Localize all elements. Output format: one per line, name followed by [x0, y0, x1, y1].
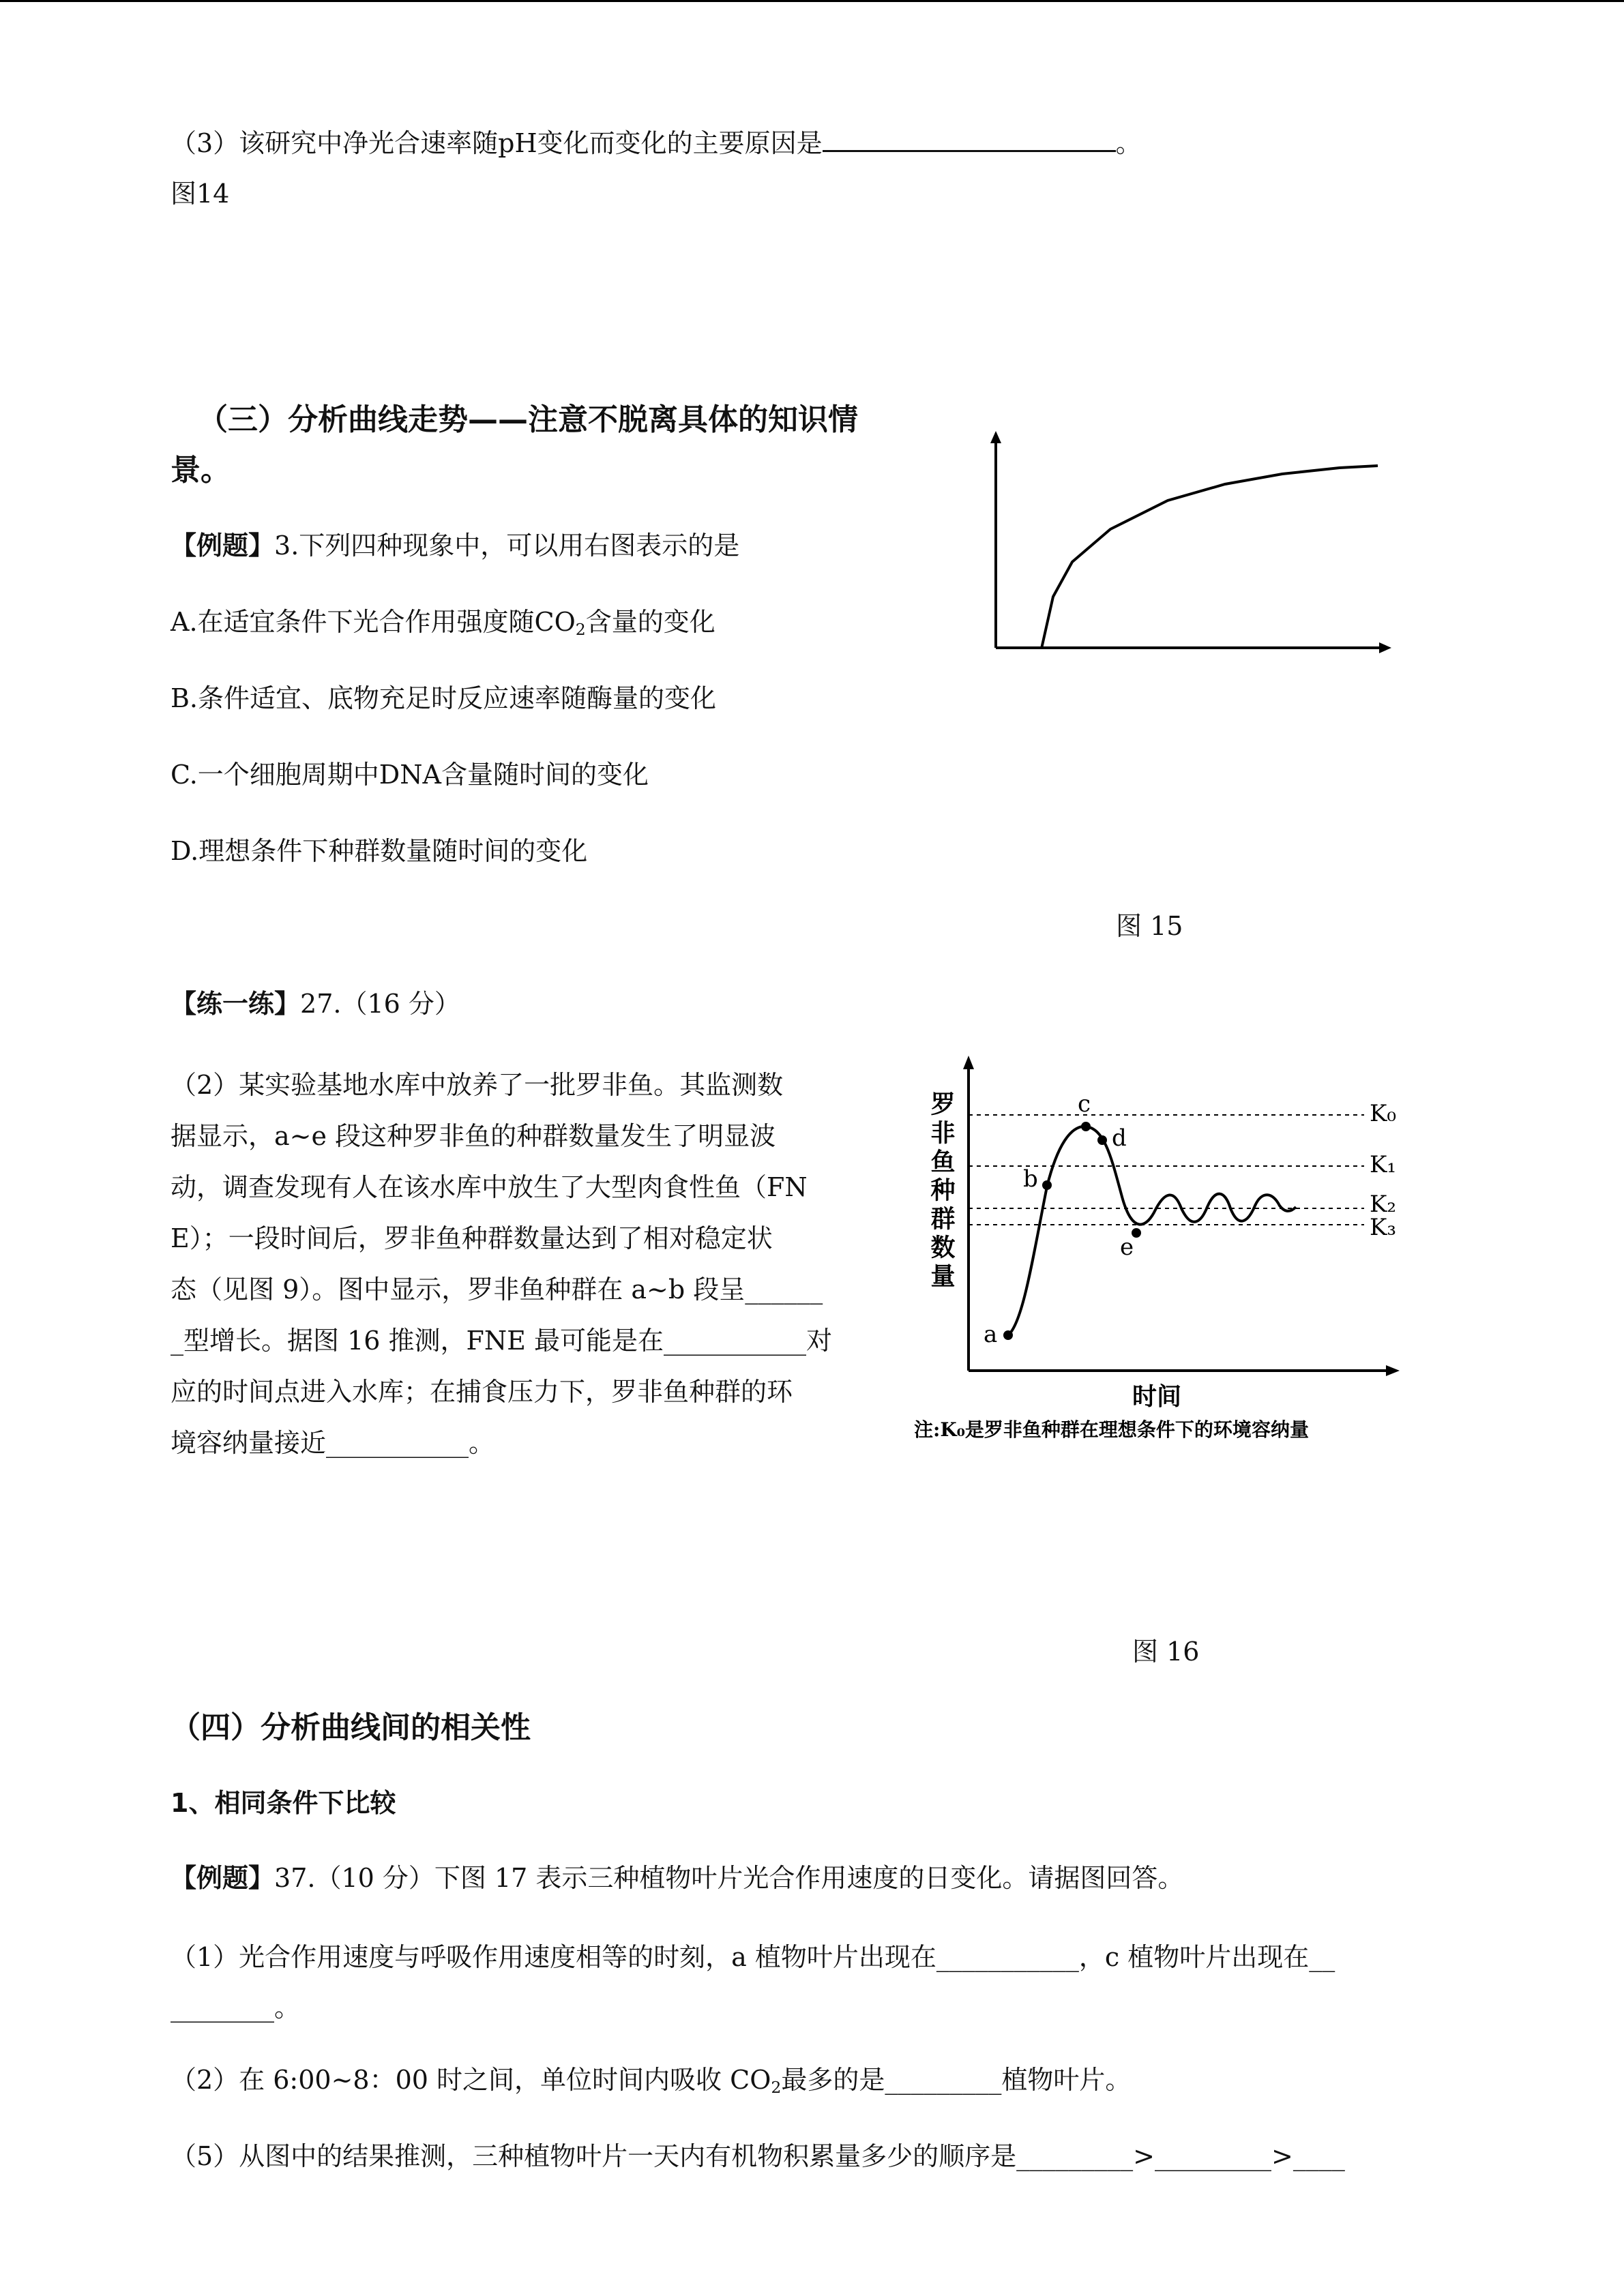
option-a: A.在适宜条件下光合作用强度随$CO_2$含量的变化	[171, 607, 715, 639]
point-c	[1081, 1122, 1091, 1131]
practice-title: 【练一练】27.（16 分）	[171, 989, 460, 1019]
point-e-label: e	[1120, 1234, 1134, 1261]
point-d	[1097, 1135, 1107, 1145]
q2-line: （2）在 6:00~8：00 时之间，单位时间内吸收 $CO_2$最多的是_________植物叶片。	[171, 2065, 1132, 2097]
section-3-title-line2: 景。	[171, 453, 231, 488]
point-b-label: b	[1023, 1165, 1038, 1193]
example-37-question: 【例题】37.（10 分）下图 17 表示三种植物叶片光合作用速度的日变化。请据图回答。	[171, 1863, 1184, 1893]
q3-line: （3）该研究中净光合速率随pH变化而变化的主要原因是 。	[171, 124, 1142, 162]
point-a	[1003, 1330, 1013, 1340]
point-a-label: a	[984, 1321, 998, 1348]
q1-line2: ________。	[171, 1993, 301, 2023]
fig16-note: 注:K₀是罗非鱼种群在理想条件下的环境容纳量	[914, 1418, 1309, 1441]
practice-line-7: 应的时间点进入水库；在捕食压力下，罗非鱼种群的环	[171, 1377, 793, 1407]
q1-line1: （1）光合作用速度与呼吸作用速度相等的时刻，a 植物叶片出现在___________，c 植物叶片出现在__	[171, 1942, 1335, 1972]
fig15-x-arrow	[1379, 642, 1391, 653]
figure-14-label: 图14	[171, 179, 230, 209]
option-b: B.条件适宜、底物充足时反应速率随酶量的变化	[171, 683, 717, 713]
practice-line-3: 动，调查发现有人在该水库中放生了大型肉食性鱼（FN	[171, 1172, 808, 1202]
figure-15-label: 图 15	[1116, 911, 1183, 941]
figure-16-label: 图 16	[1132, 1637, 1200, 1667]
point-c-label: c	[1078, 1090, 1091, 1118]
figure-16-chart	[907, 1050, 1453, 1473]
example-3-question: 【例题】3.下列四种现象中，可以用右图表示的是	[171, 531, 740, 561]
point-b	[1042, 1180, 1052, 1190]
fig16-y-label: 罗非鱼种群数量	[927, 1091, 956, 1292]
option-c: C.一个细胞周期中DNA含量随时间的变化	[171, 760, 649, 790]
q5-line: （5）从图中的结果推测，三种植物叶片一天内有机物积累量多少的顺序是_________>_________>____	[171, 2141, 1345, 2171]
fig16-x-arrow	[1386, 1365, 1400, 1376]
practice-line-4: E）；一段时间后，罗非鱼种群数量达到了相对稳定状	[171, 1223, 773, 1253]
k2-label: K₂	[1370, 1191, 1397, 1218]
point-d-label: d	[1112, 1124, 1127, 1152]
k0-label: K₀	[1370, 1100, 1397, 1127]
k1-label: K₁	[1370, 1151, 1397, 1178]
option-d: D.理想条件下种群数量随时间的变化	[171, 836, 588, 866]
practice-line-5: 态（见图 9）。图中显示，罗非鱼种群在 a~b 段呈______	[171, 1274, 823, 1304]
fig16-y-arrow	[963, 1056, 974, 1069]
fig16-x-label: 时间	[1132, 1382, 1182, 1411]
section-4-title: （四）分析曲线间的相关性	[171, 1710, 531, 1745]
figure-15-chart	[969, 423, 1405, 661]
fig15-axes	[990, 431, 1391, 653]
practice-line-2: 据显示，a~e 段这种罗非鱼的种群数量发生了明显波	[171, 1121, 776, 1151]
fig15-curve	[1042, 466, 1378, 648]
population-curve	[1008, 1127, 1296, 1335]
section-4-subtitle: 1、相同条件下比较	[171, 1788, 396, 1818]
answer-blank[interactable]	[823, 124, 1116, 152]
k3-label: K₃	[1370, 1214, 1397, 1241]
section-3-title-line1: （三）分析曲线走势——注意不脱离具体的知识情	[198, 402, 858, 437]
practice-paragraph	[171, 1060, 832, 1469]
practice-line-1: （2）某实验基地水库中放养了一批罗非鱼。其监测数	[171, 1070, 784, 1100]
practice-line-8: 境容纳量接近___________。	[171, 1428, 495, 1458]
practice-line-6: _型增长。据图 16 推测，FNE 最可能是在___________对	[171, 1326, 832, 1356]
fig15-y-arrow	[990, 431, 1001, 443]
